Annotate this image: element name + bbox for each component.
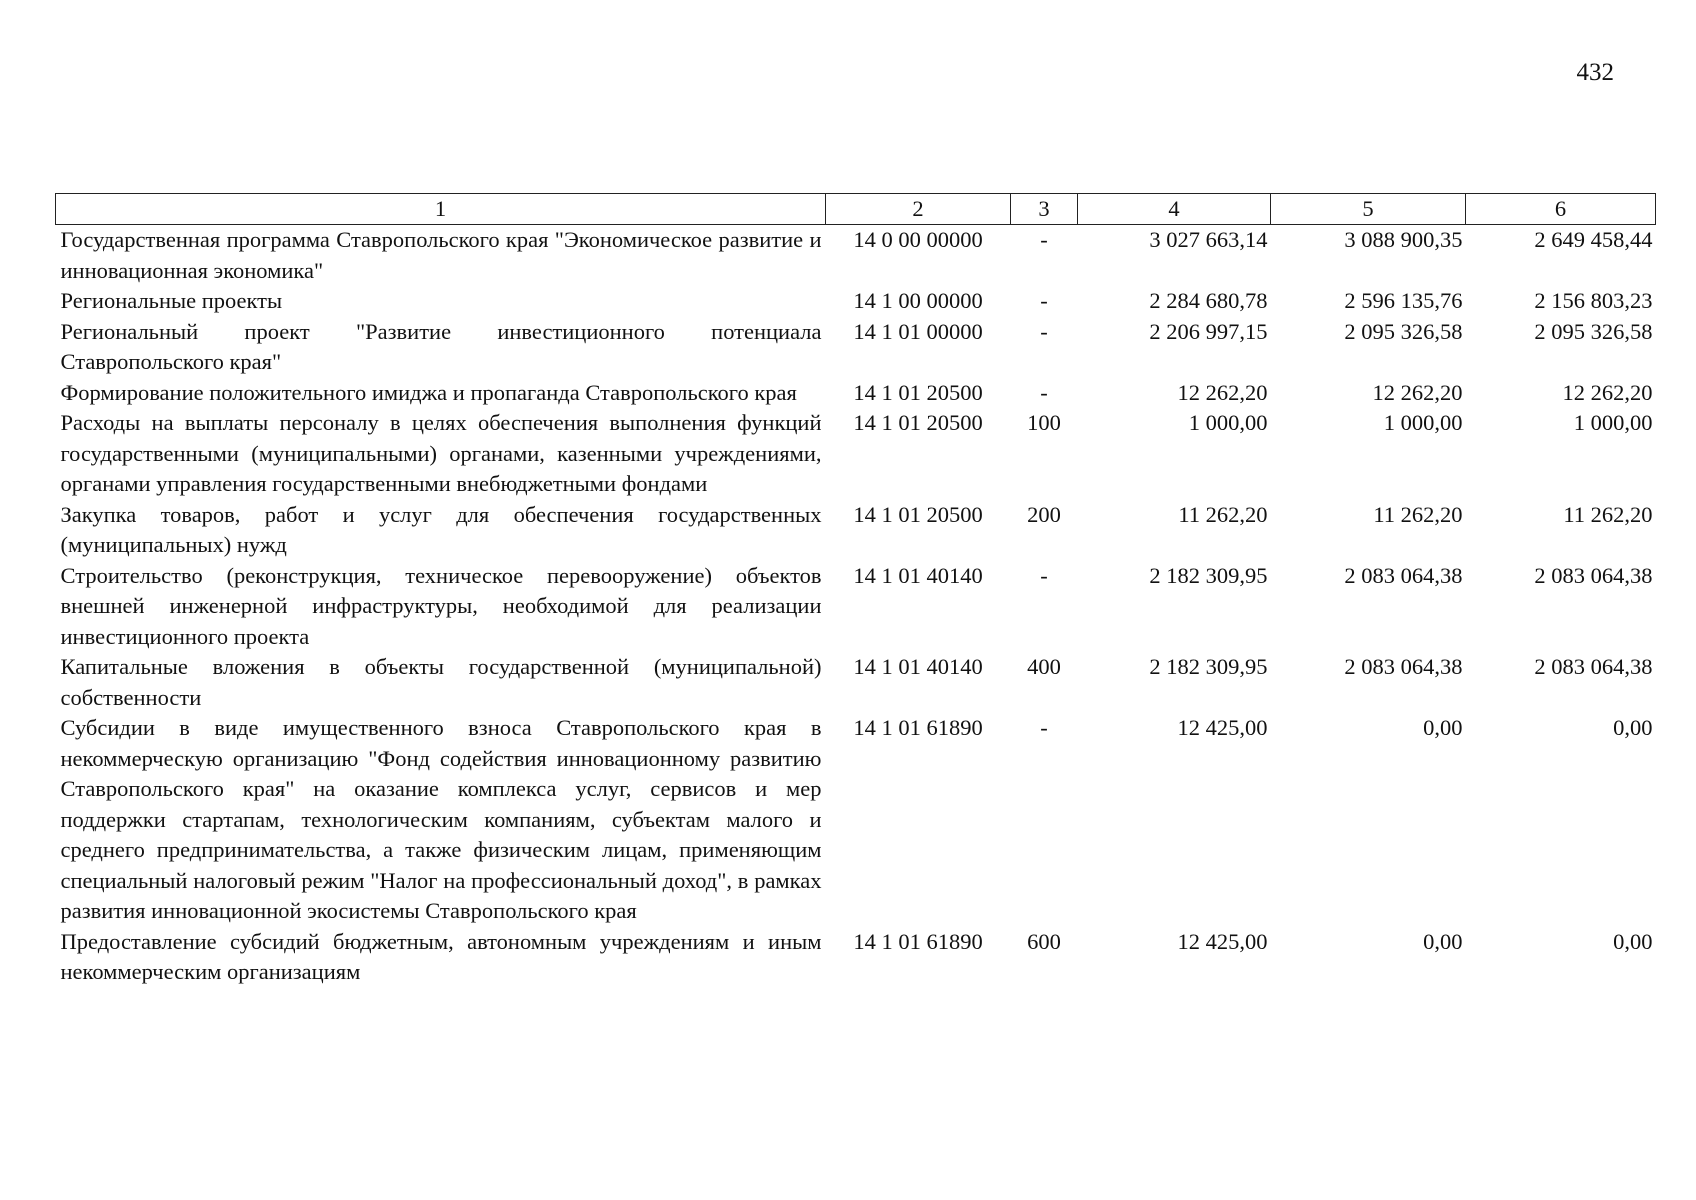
header-cell: 3 [1011, 194, 1078, 225]
row-value-col5: 2 095 326,58 [1344, 318, 1463, 344]
row-value-col5: 3 088 900,35 [1344, 227, 1463, 252]
row-value-col4: 12 262,20 [1177, 379, 1268, 405]
row-value-col4: 1 000,00 [1188, 410, 1268, 435]
header-row [56, 194, 1656, 225]
row-description: Строительство (реконструкция, техническое перевооружение) объектов внешней инженерной инфраструктуры, необходимой для реализации инвестиционного проекта [60, 562, 822, 649]
header-cell: 6 [1466, 194, 1656, 225]
row-code: 14 1 01 40140 [853, 654, 983, 679]
row-value-col5: 11 262,20 [1373, 501, 1463, 527]
row-expense-kind: - [1040, 379, 1048, 405]
row-code: 14 1 01 20500 [853, 410, 983, 435]
row-value-col6: 11 262,20 [1563, 501, 1653, 527]
row-code: 14 1 00 00000 [853, 288, 983, 313]
row-value-col6: 2 083 064,38 [1534, 654, 1653, 679]
header-cell: 2 [826, 194, 1011, 225]
row-value-col6: 0,00 [1613, 928, 1653, 954]
row-value-col5: 0,00 [1423, 928, 1463, 954]
row-expense-kind: 100 [1027, 410, 1061, 435]
row-description: Формирование положительного имиджа и пропаганда Ставропольского края [60, 379, 797, 405]
row-code: 14 1 01 20500 [853, 501, 983, 527]
table-row [56, 652, 1656, 713]
row-value-col5: 2 083 064,38 [1344, 562, 1463, 588]
row-code: 14 1 01 00000 [853, 318, 983, 344]
header-cell: 5 [1271, 194, 1466, 225]
row-expense-kind: 600 [1027, 928, 1061, 954]
row-value-col6: 12 262,20 [1562, 379, 1653, 405]
table-row [56, 317, 1656, 378]
row-value-col4: 12 425,00 [1177, 715, 1268, 740]
header-cell: 1 [56, 194, 826, 225]
row-value-col5: 0,00 [1423, 715, 1463, 740]
row-code: 14 1 01 61890 [853, 715, 983, 740]
table-row [56, 408, 1656, 500]
table-header [56, 194, 1656, 225]
row-description: Региональный проект "Развитие инвестиционного потенциала Ставропольского края" [60, 318, 822, 374]
row-description: Расходы на выплаты персоналу в целях обеспечения выполнения функций государственными (муниципальными) органами, казенными учреждениями, органами управления государственными внебюджетными фондами [60, 410, 822, 496]
row-code: 14 1 01 61890 [853, 928, 983, 954]
row-code: 14 0 00 00000 [853, 227, 983, 252]
row-value-col4: 2 206 997,15 [1149, 318, 1268, 344]
row-description: Государственная программа Ставропольского края "Экономическое развитие и инновационная экономика" [60, 227, 822, 283]
table-row [56, 225, 1656, 287]
row-code: 14 1 01 40140 [853, 562, 983, 588]
budget-table [55, 193, 1656, 988]
row-expense-kind: 400 [1027, 654, 1061, 679]
row-code: 14 1 01 20500 [853, 379, 983, 405]
row-value-col6: 2 649 458,44 [1534, 227, 1653, 252]
table-row [56, 378, 1656, 409]
row-value-col5: 12 262,20 [1372, 379, 1463, 405]
table-body [56, 225, 1656, 988]
row-expense-kind: - [1040, 562, 1048, 588]
page-number: 432 [1576, 59, 1614, 86]
row-value-col6: 0,00 [1613, 715, 1653, 740]
table-row [56, 286, 1656, 317]
row-value-col4: 2 284 680,78 [1149, 288, 1268, 313]
row-expense-kind: - [1040, 318, 1048, 344]
row-value-col5: 1 000,00 [1383, 410, 1463, 435]
row-description: Региональные проекты [60, 288, 283, 313]
table-row [56, 927, 1656, 988]
table-row [56, 561, 1656, 653]
row-expense-kind: - [1040, 288, 1048, 313]
row-expense-kind: - [1040, 227, 1048, 252]
row-value-col4: 2 182 309,95 [1149, 562, 1268, 588]
row-value-col6: 1 000,00 [1573, 410, 1653, 435]
row-description: Предоставление субсидий бюджетным, автономным учреждениям и иным некоммерческим организациям [60, 928, 822, 984]
row-value-col6: 2 083 064,38 [1534, 562, 1653, 588]
row-description: Субсидии в виде имущественного взноса Ставропольского края в некоммерческую организацию "Фонд содействия инновационному развитию Ставропольского края" на оказание комплекса услуг, сервисов и мер поддержки стартапам, технологическим компаниям, субъектам малого и среднего предпринимательства, а также физическим лицам, применяющим специальный налоговый режим "Налог на профессиональный доход", в рамках развития инновационной экосистемы Ставропольского края [60, 715, 822, 923]
row-value-col5: 2 083 064,38 [1344, 654, 1463, 679]
row-value-col6: 2 095 326,58 [1534, 318, 1653, 344]
header-cell: 4 [1078, 194, 1271, 225]
row-value-col4: 2 182 309,95 [1149, 654, 1268, 679]
row-value-col4: 11 262,20 [1178, 501, 1268, 527]
row-expense-kind: 200 [1027, 501, 1061, 527]
row-expense-kind: - [1040, 715, 1048, 740]
row-value-col4: 3 027 663,14 [1149, 227, 1268, 252]
table-row [56, 500, 1656, 561]
table-row [56, 713, 1656, 927]
row-value-col4: 12 425,00 [1177, 928, 1268, 954]
row-value-col5: 2 596 135,76 [1344, 288, 1463, 313]
row-value-col6: 2 156 803,23 [1534, 288, 1653, 313]
row-description: Закупка товаров, работ и услуг для обеспечения государственных (муниципальных) нужд [60, 501, 822, 557]
row-description: Капитальные вложения в объекты государственной (муниципальной) собственности [60, 654, 822, 710]
